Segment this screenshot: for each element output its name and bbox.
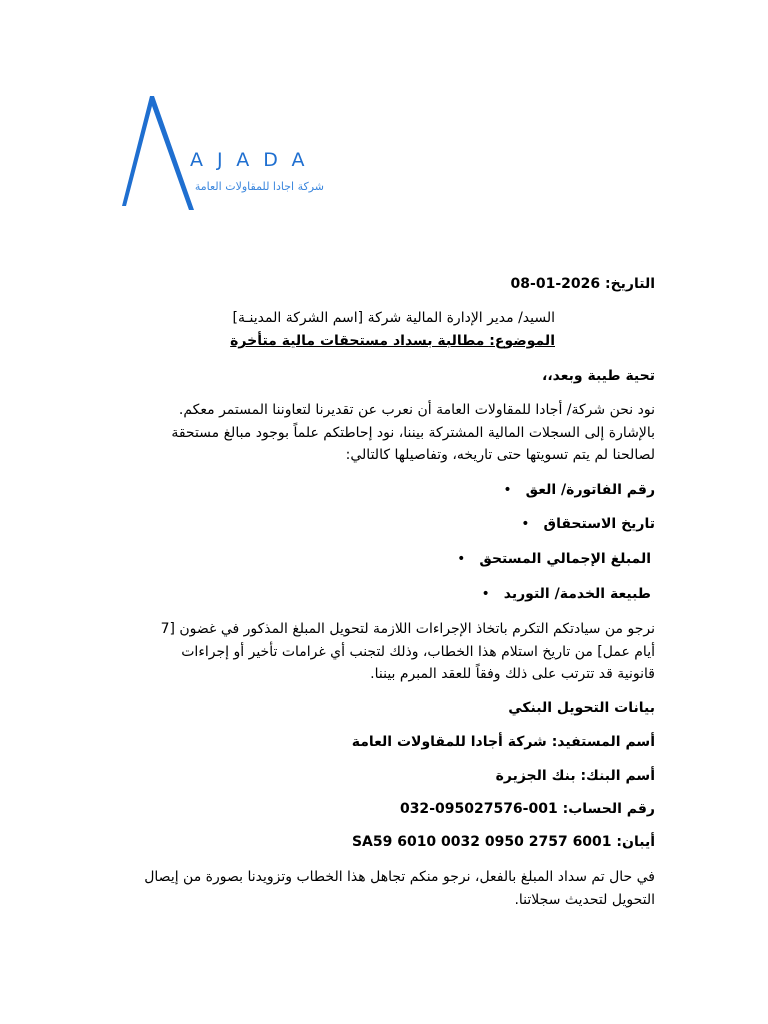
detail-item (457, 549, 651, 569)
greeting: تحية طيبة وبعد،، (542, 368, 655, 384)
detail-label: رقم الفاتورة/ العق (525, 482, 655, 498)
closing-line: في حال تم سداد المبلغ بالفعل، نرجو منكم تجاهل هذا الخطاب وتزويدنا بصورة من إيصال (144, 869, 655, 885)
logo-wordmark: AJADA (190, 149, 319, 171)
request-paragraph (95, 618, 655, 686)
request-line: قانونية قد تترتب على ذلك وفقاً للعقد المبرم بيننا. (370, 666, 655, 682)
logo-arabic-name: شركة اجادا للمقاولات العامة (194, 180, 324, 193)
detail-item (503, 480, 655, 500)
intro-line: لصالحنا لم يتم تسويتها حتى تاريخه، وتفاصيلها كالتالي: (345, 447, 655, 463)
recipient-line: السيد/ مدير الإدارة المالية شركة [اسم الشركة المدينـة] (232, 310, 555, 326)
iban-line: أيبان: SA59 6010 0032 0950 2757 6001 (351, 834, 655, 850)
detail-label: تاريخ الاستحقاق (543, 516, 655, 532)
bullet-icon: • (503, 482, 512, 498)
account-number-line: رقم الحساب: 001-095027576-032 (399, 801, 655, 817)
subject-line: الموضوع: مطالبة بسداد مستحقات مالية متأخرة (230, 333, 555, 349)
detail-label: طبيعة الخدمة/ التوريد (503, 586, 651, 602)
letter-date: التاريخ: 2026-01-08 (510, 276, 655, 292)
request-line: أيام عمل] من تاريخ استلام هذا الخطاب، وذلك لتجنب أي غرامات تأخير أو إجراءات (181, 643, 655, 660)
bullet-icon: • (521, 516, 530, 532)
bullet-icon: • (457, 551, 466, 567)
closing-paragraph (95, 866, 655, 911)
bank-name-line: أسم البنك: بنك الجزيرة (495, 768, 655, 784)
beneficiary-line: أسم المستفيد: شركة أجادا للمقاولات العامة (351, 734, 655, 750)
intro-line: بالإشارة إلى السجلات المالية المشتركة بيننا، نود إحاطتكم علماً بوجود مبالغ مستحقة (171, 424, 655, 441)
bank-heading: بيانات التحويل البنكي (508, 700, 655, 716)
detail-item (482, 584, 651, 604)
closing-line: التحويل لتحديث سجلاتنا. (514, 891, 655, 908)
intro-paragraph (95, 399, 655, 467)
detail-item (521, 514, 655, 534)
detail-label: المبلغ الإجمالي المستحق (479, 551, 651, 567)
bullet-icon: • (481, 586, 490, 602)
request-line: نرجو من سيادتكم التكرم باتخاذ الإجراءات اللازمة لتحويل المبلغ المذكور في غضون [7 (160, 621, 655, 637)
intro-line: نود نحن شركة/ أجادا للمقاولات العامة أن نعرب عن تقديرنا لتعاوننا المستمر معكم. (178, 402, 655, 418)
company-logo (112, 94, 328, 210)
